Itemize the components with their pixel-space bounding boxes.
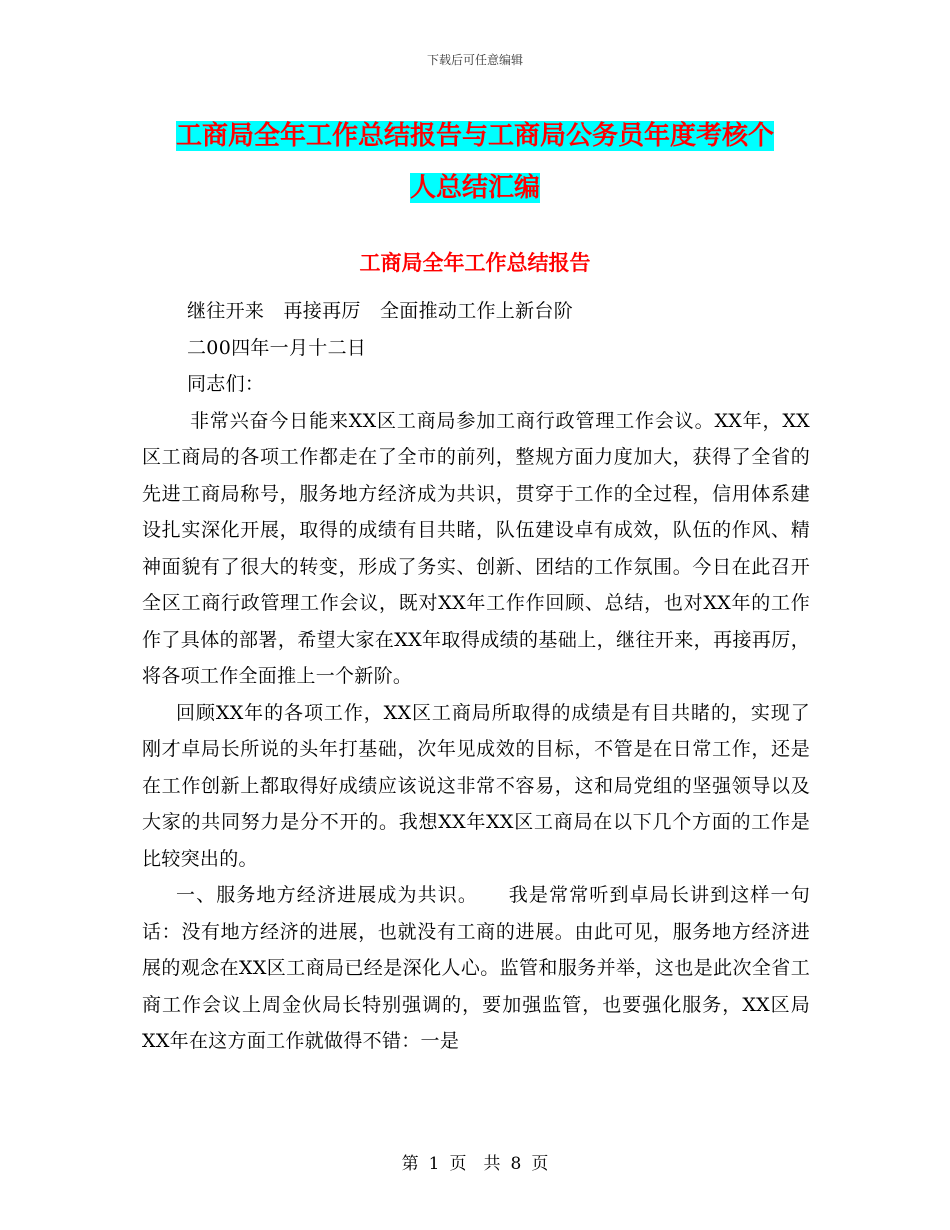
section-title: 工商局全年工作总结报告	[359, 251, 591, 275]
paragraph-3: 一、服务地方经济进展成为共识。 我是常常听到卓局长讲到这样一句话：没有地方经济的进展，也就没有工商的进展。由此可见，服务地方经济进展的观念在XX区工商局已经是深化人心。监管和服务并举，这也是此次全省工商工作会议上周金伙局长特别强调的，要加强监管，也要强化服务，XX区局XX年在这方面工作就做得不错：一是	[142, 884, 810, 1052]
document-title	[140, 110, 810, 214]
speech-date: 二00四年一月十二日	[187, 336, 367, 359]
title-line-1: 工商局全年工作总结报告与工商局公务员年度考核个	[175, 121, 774, 151]
paragraph-2: 回顾XX年的各项工作，XX区工商局所取得的成绩是有目共睹的，实现了刚才卓局长所说的头年打基础，次年见成效的目标，不管是在日常工作，还是在工作创新上都取得好成绩应该说这非常不容易，这和局党组的坚强领导以及大家的共同努力是分不开的。我想XX年XX区工商局在以下几个方面的工作是比较突出的。	[142, 701, 810, 870]
footer-prefix: 第	[401, 1154, 419, 1174]
header-note: 下载后可任意编辑	[426, 53, 523, 67]
title-line-2: 人总结汇编	[409, 173, 540, 203]
footer-suffix: 页	[531, 1154, 549, 1174]
page-footer	[0, 1152, 950, 1176]
salutation: 同志们：	[187, 373, 265, 395]
speech-subtitle: 继往开来 再接再厉 全面推动工作上新台阶	[187, 300, 574, 322]
footer-middle: 页 共	[449, 1154, 501, 1174]
paragraph-1: 非常兴奋今日能来XX区工商局参加工商行政管理工作会议。XX年，XX区工商局的各项工作都走在了全市的前列，整规方面力度加大，获得了全省的先进工商局称号，服务地方经济成为共识，贯穿于工作的全过程，信用体系建设扎实深化开展，取得的成绩有目共睹，队伍建设卓有成效，队伍的作风、精神面貌有了很大的转变，形成了务实、创新、团结的工作氛围。今日在此召开全区工商行政管理工作会议，既对XX年工作作回顾、总结，也对XX年的工作作了具体的部署，希望大家在XX年取得成绩的基础上，继往开来，再接再厉，将各项工作全面推上一个新阶。	[142, 409, 810, 687]
document-body	[142, 293, 810, 1060]
page-number: 1	[428, 1154, 440, 1174]
page-total: 8	[510, 1154, 522, 1174]
